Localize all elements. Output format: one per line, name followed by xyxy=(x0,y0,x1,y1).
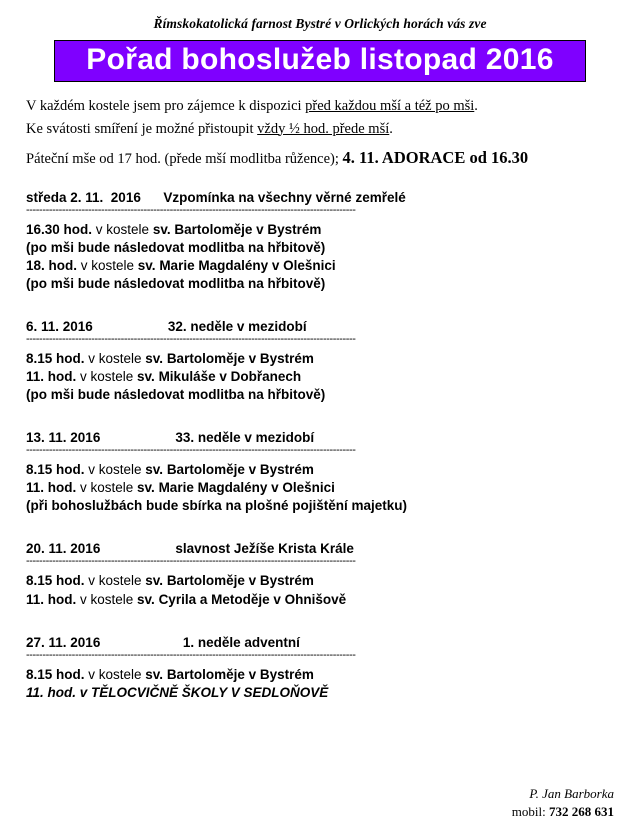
title-banner xyxy=(54,40,586,82)
schedule-block xyxy=(26,430,614,515)
schedule-note: (při bohoslužbách bude sbírka na plošné pojištění majetku) xyxy=(26,498,408,514)
intro-line-2-a: Ke svátosti smíření je možné přistoupit xyxy=(26,120,258,137)
page-title: Pořad bohoslužeb listopad 2016 xyxy=(86,43,554,76)
schedule-block-header xyxy=(26,635,614,650)
mobile-number: 732 268 631 xyxy=(549,803,614,819)
schedule-block xyxy=(26,319,614,404)
schedule-note: (po mši bude následovat modlitba na hřbitově) xyxy=(26,239,326,255)
parish-kicker: Římskokatolická farnost Bystré v Orlických horách vás zve xyxy=(153,16,487,31)
intro-line-1-a: V každém kostele jsem pro zájemce k dispozici xyxy=(26,97,306,114)
priest-name: P. Jan Barborka xyxy=(529,785,614,801)
schedule-entry xyxy=(26,479,614,497)
service-time: 11. hod. xyxy=(26,591,77,607)
service-time: 8.15 hod. xyxy=(26,462,85,478)
divider: ----------------------------------------------------------------------------------------------------- xyxy=(26,334,356,345)
priest-mobile xyxy=(512,803,614,821)
service-time: 16.30 hod. xyxy=(26,221,93,237)
schedule-occasion: 32. neděle v mezidobí xyxy=(167,318,307,334)
intro-line-1-b: . xyxy=(474,97,478,114)
intro-line-3 xyxy=(26,146,614,170)
divider: ----------------------------------------------------------------------------------------------------- xyxy=(26,446,356,457)
service-connector: v kostele xyxy=(76,369,138,385)
schedule-header-gap xyxy=(93,319,168,334)
schedule-entry xyxy=(26,666,614,684)
service-connector: v kostele xyxy=(84,573,146,589)
service-church: sv. Mikuláše v Dobřanech xyxy=(137,369,302,385)
schedule-date: středa 2. 11. 2016 xyxy=(26,189,141,205)
service-time: 18. hod. xyxy=(26,257,78,273)
mobile-label: mobil: xyxy=(511,803,549,819)
service-connector: v kostele xyxy=(77,257,138,273)
schedule-entry xyxy=(26,221,614,239)
schedule-block-header xyxy=(26,319,614,334)
service-church: sv. Bartoloměje v Bystrém xyxy=(145,666,314,682)
service-connector: v kostele xyxy=(76,480,138,496)
schedule-entry xyxy=(26,350,614,368)
intro-line-1 xyxy=(26,96,614,117)
service-time: 8.15 hod. xyxy=(26,666,85,682)
service-church: sv. Bartoloměje v Bystrém xyxy=(145,350,314,366)
schedule-entry xyxy=(26,257,614,275)
intro-line-2-b: . xyxy=(389,120,393,137)
divider: ----------------------------------------------------------------------------------------------------- xyxy=(26,650,356,661)
schedule-block xyxy=(26,635,614,702)
schedule-header-gap xyxy=(100,430,175,445)
schedule-entry xyxy=(26,591,614,609)
service-schedule xyxy=(26,190,614,702)
schedule-entry xyxy=(26,572,614,590)
schedule-header-gap xyxy=(141,190,164,205)
service-connector: v kostele xyxy=(76,591,138,607)
schedule-block-header xyxy=(26,430,614,445)
schedule-block-header xyxy=(26,541,614,556)
footer xyxy=(512,785,614,821)
intro-line-2 xyxy=(26,119,614,140)
service-time: 11. hod. xyxy=(26,480,77,496)
schedule-header-gap xyxy=(100,541,175,556)
schedule-note: (po mši bude následovat modlitba na hřbitově) xyxy=(26,275,326,291)
adoration-note: 4. 11. ADORACE od 16.30 xyxy=(342,147,529,167)
service-connector: v kostele xyxy=(84,666,146,682)
schedule-entry xyxy=(26,368,614,386)
schedule-block-header xyxy=(26,190,614,205)
service-connector: v kostele xyxy=(84,350,146,366)
intro-line-1-underlined: před každou mší a též po mši xyxy=(305,97,475,114)
divider: ----------------------------------------------------------------------------------------------------- xyxy=(26,205,356,216)
service-church: sv. Bartoloměje v Bystrém xyxy=(152,221,322,237)
service-time: 8.15 hod. xyxy=(26,350,85,366)
schedule-occasion: 33. neděle v mezidobí xyxy=(175,430,315,446)
schedule-occasion: Vzpomínka na všechny věrné zemřelé xyxy=(163,189,406,205)
schedule-entry xyxy=(26,461,614,479)
service-time: 11. hod. xyxy=(26,369,77,385)
service-church: sv. Bartoloměje v Bystrém xyxy=(145,462,314,478)
schedule-date: 6. 11. 2016 xyxy=(26,318,93,334)
schedule-block xyxy=(26,541,614,608)
service-time: 8.15 hod. xyxy=(26,573,85,589)
service-church: sv. Cyrila a Metoděje v Ohnišově xyxy=(137,591,347,607)
schedule-entry: 11. hod. v TĚLOCVIČNĚ ŠKOLY V SEDLOŇOVĚ xyxy=(26,684,329,700)
service-connector: v kostele xyxy=(92,221,153,237)
schedule-note: (po mši bude následovat modlitba na hřbitově) xyxy=(26,387,326,403)
schedule-occasion: 1. neděle adventní xyxy=(182,634,300,650)
schedule-date: 13. 11. 2016 xyxy=(26,430,101,446)
schedule-block xyxy=(26,190,614,293)
divider: ----------------------------------------------------------------------------------------------------- xyxy=(26,557,356,568)
schedule-header-gap xyxy=(100,635,183,650)
intro-line-2-underlined: vždy ½ hod. přede mší xyxy=(257,120,390,137)
schedule-date: 27. 11. 2016 xyxy=(26,634,101,650)
service-connector: v kostele xyxy=(84,462,146,478)
service-church: sv. Bartoloměje v Bystrém xyxy=(145,573,314,589)
schedule-occasion: slavnost Ježíše Krista Krále xyxy=(175,541,354,557)
schedule-date: 20. 11. 2016 xyxy=(26,541,101,557)
intro-line-3-a: Páteční mše od 17 hod. (přede mší modlitba růžence); xyxy=(26,150,343,167)
service-church: sv. Marie Magdalény v Olešnici xyxy=(137,257,336,273)
intro-paragraph xyxy=(26,96,614,170)
service-church: sv. Marie Magdalény v Olešnici xyxy=(137,480,335,496)
